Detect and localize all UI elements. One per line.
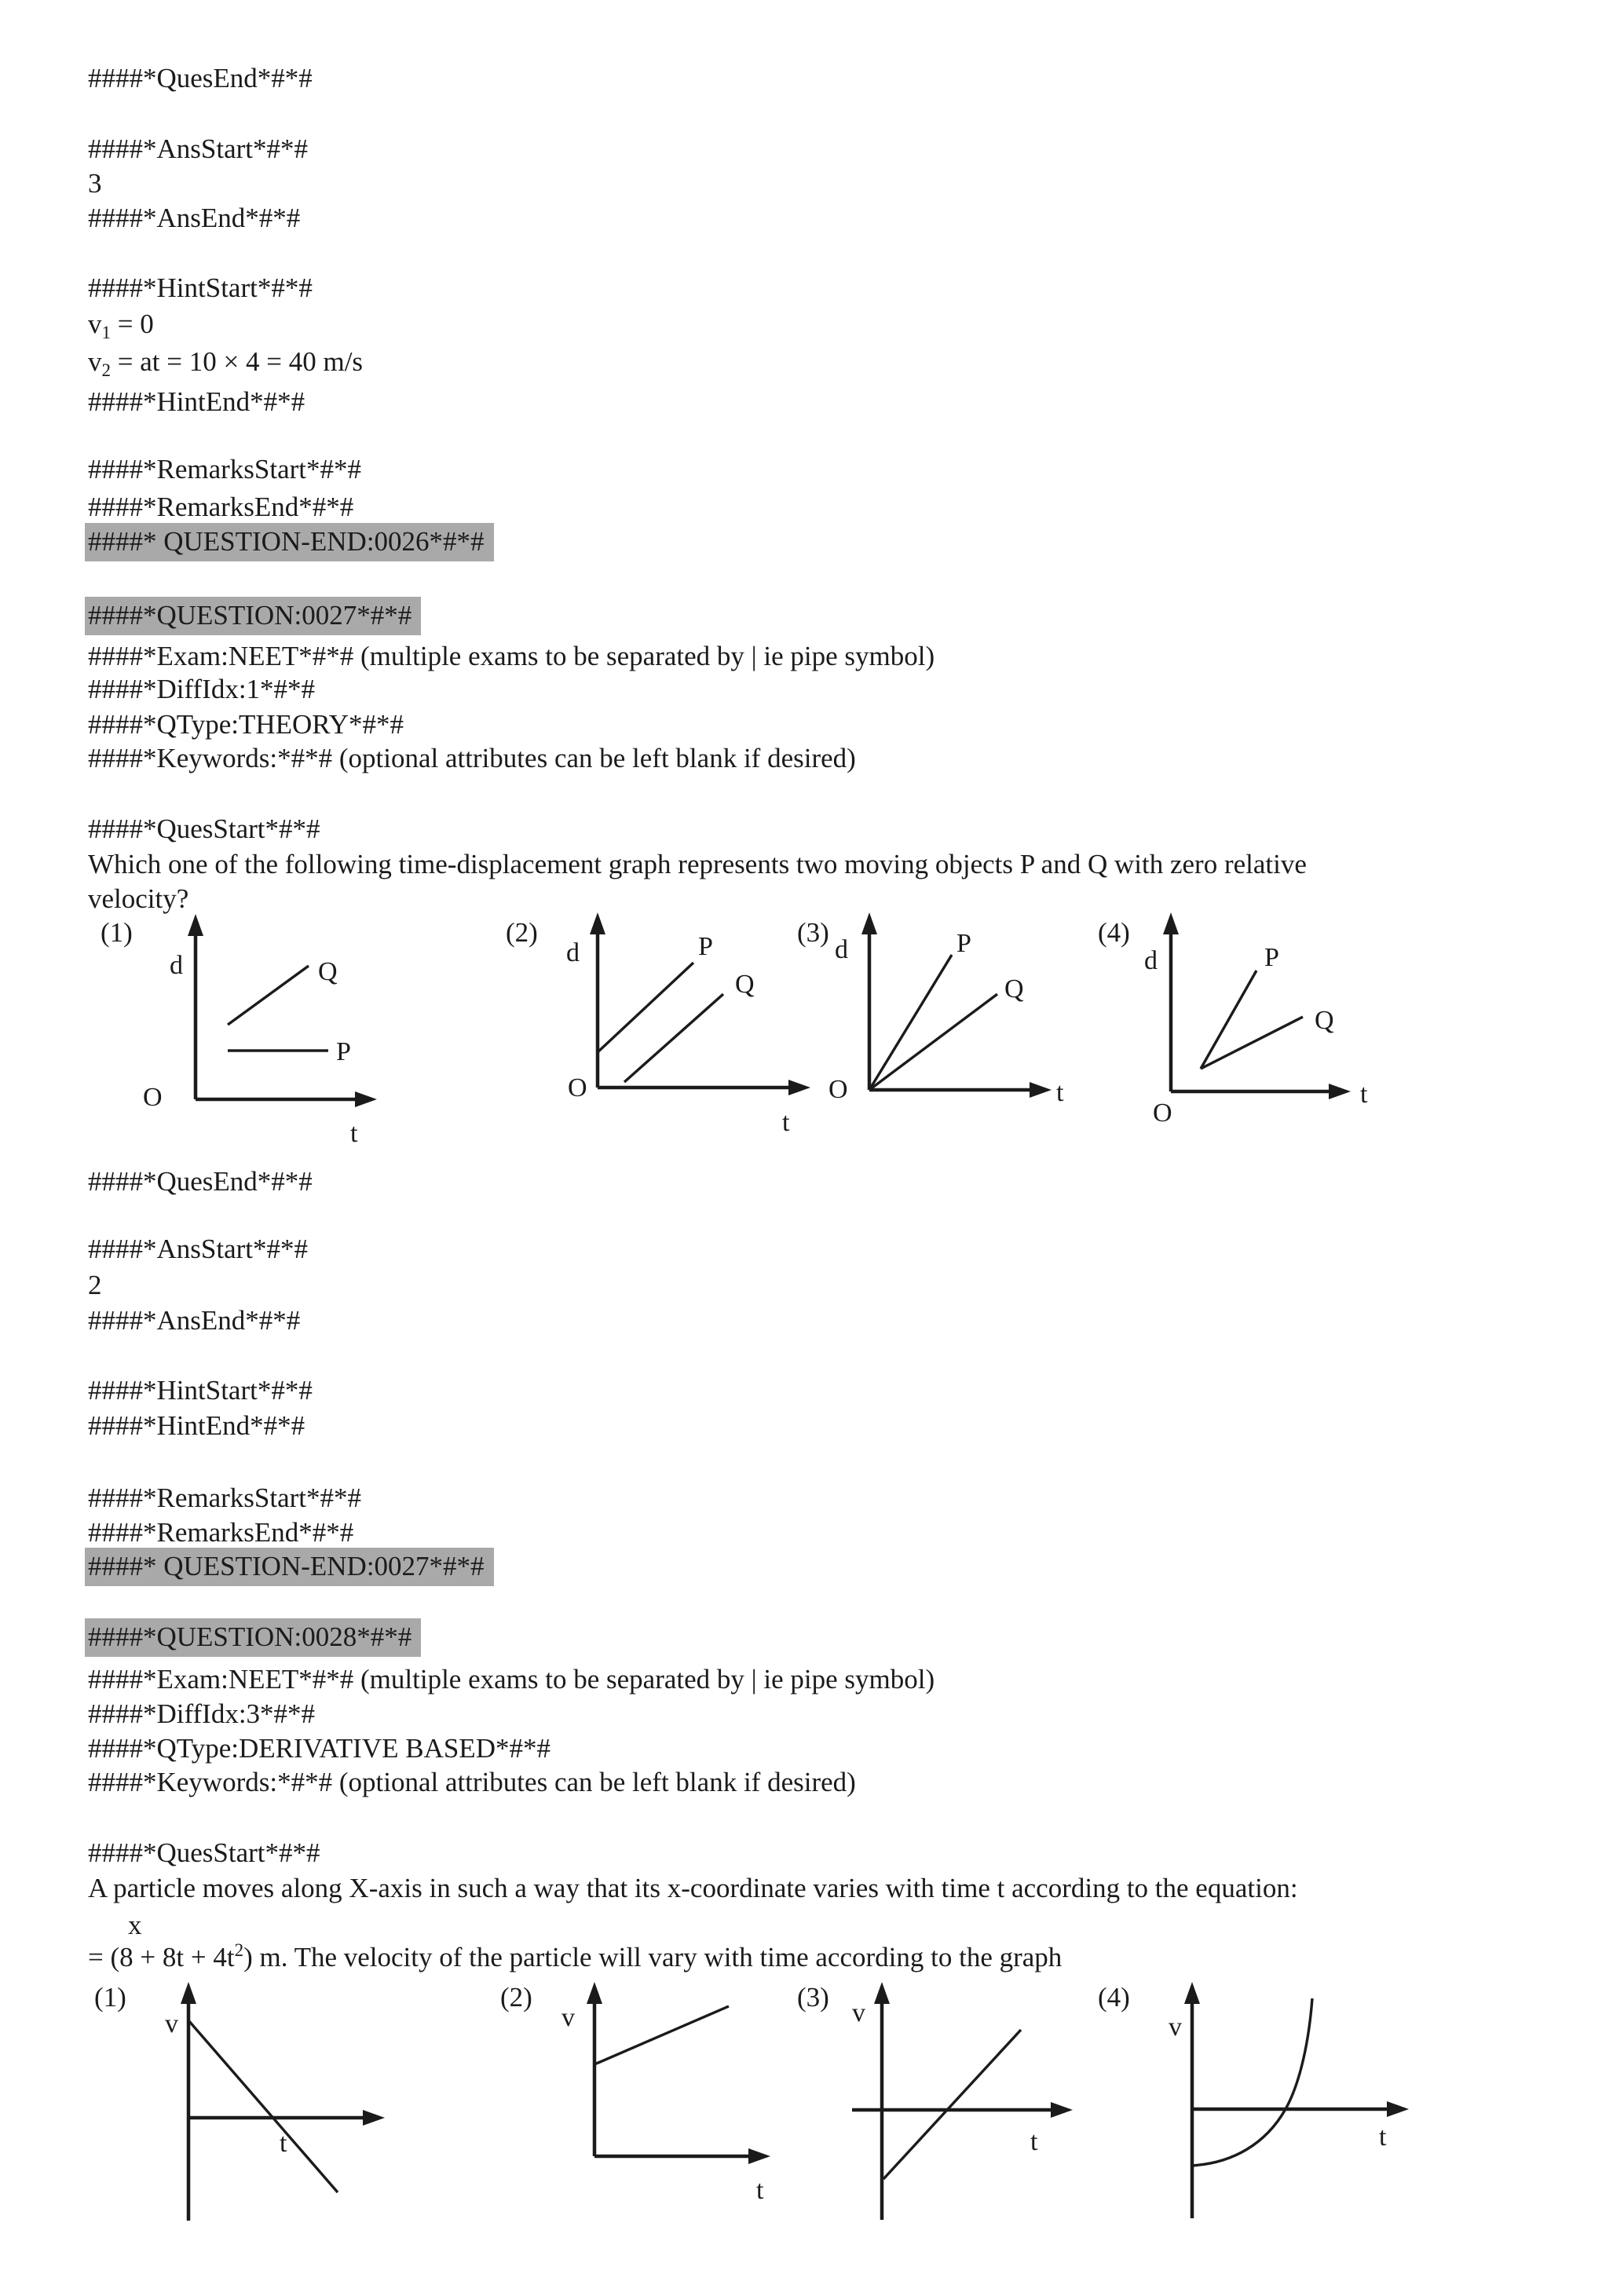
qtype-line: ####*QType:THEORY*#*#	[88, 709, 404, 740]
equation-text: ) m. The velocity of the particle will vary with time according to the graph	[243, 1942, 1063, 1972]
origin-label: O	[828, 1075, 848, 1104]
marker-hint-start: ####*HintStart*#*#	[88, 272, 313, 303]
axis-arrow-icon	[1030, 1082, 1052, 1098]
q28-option-graph-4	[1084, 1977, 1421, 2296]
marker-hint-end: ####*HintEnd*#*#	[88, 1410, 305, 1441]
marker-ques-end: ####*QuesEnd*#*#	[88, 63, 313, 93]
curve-q-label: Q	[318, 957, 338, 986]
q27-option-graph-2	[498, 911, 812, 1146]
displacement-time-graph-icon	[789, 911, 1072, 1146]
axis-arrow-icon	[355, 1091, 377, 1107]
hint-text: = at = 10 × 4 = 40 m/s	[111, 346, 364, 377]
x-axis-label: t	[1360, 1080, 1368, 1109]
y-axis-label: v	[852, 1998, 865, 2027]
option-label: (4)	[1098, 1982, 1130, 2013]
marker-ques-start: ####*QuesStart*#*#	[88, 1837, 320, 1868]
displacement-time-graph-icon	[498, 911, 812, 1146]
equation-x-symbol: x	[128, 1910, 142, 1940]
curve-v	[188, 2020, 338, 2192]
y-axis-label: d	[170, 951, 183, 980]
q28-option-graph-2	[491, 1977, 805, 2296]
marker-hint-start: ####*HintStart*#*#	[88, 1375, 313, 1406]
equation-superscript: 2	[234, 1940, 244, 1960]
curve-q	[228, 966, 309, 1025]
marker-remarks-start: ####*RemarksStart*#*#	[88, 1483, 362, 1513]
q27-option-graph-4	[1090, 911, 1388, 1146]
axis-arrow-icon	[363, 2110, 385, 2126]
question-text-line1: Which one of the following time-displacement graph represents two moving objects P and Q with zero relative	[88, 849, 1307, 879]
velocity-time-graph-icon	[785, 1977, 1099, 2296]
option-label: (3)	[797, 1982, 829, 2013]
marker-remarks-end: ####*RemarksEnd*#*#	[88, 1517, 354, 1548]
curve-p	[598, 963, 693, 1052]
marker-question-end-0026: ####* QUESTION-END:0026*#*#	[85, 523, 494, 561]
curve-p-label: P	[956, 929, 971, 958]
curve-q-label: Q	[735, 970, 755, 999]
x-axis-label: t	[280, 2129, 287, 2158]
origin-label: O	[1153, 1099, 1172, 1128]
option-label: (4)	[1098, 917, 1130, 948]
displacement-time-graph-icon	[1090, 911, 1388, 1146]
curve-q	[624, 994, 723, 1082]
axis-arrow-icon	[874, 1982, 890, 2004]
curve-p	[869, 955, 952, 1090]
marker-ques-end: ####*QuesEnd*#*#	[88, 1166, 313, 1197]
axis-arrow-icon	[861, 912, 877, 934]
curve-q-label: Q	[1315, 1006, 1334, 1035]
q28-option-graph-3	[785, 1977, 1099, 2296]
axis-arrow-icon	[748, 2148, 770, 2164]
q28-option-graph-1	[86, 1977, 393, 2296]
marker-ans-start: ####*AnsStart*#*#	[88, 133, 308, 164]
marker-question-0028: ####*QUESTION:0028*#*#	[85, 1618, 421, 1657]
question-equation-line	[88, 1940, 1062, 1972]
marker-hint-end: ####*HintEnd*#*#	[88, 386, 305, 417]
y-axis-label: v	[165, 2009, 178, 2038]
axis-arrow-icon	[188, 914, 203, 936]
origin-label: O	[143, 1083, 163, 1112]
marker-remarks-end: ####*RemarksEnd*#*#	[88, 492, 354, 522]
q27-option-graph-3	[789, 911, 1072, 1146]
curve-q	[869, 994, 997, 1090]
axis-arrow-icon	[1051, 2102, 1073, 2118]
option-label: (2)	[506, 917, 538, 948]
y-axis-label: d	[1144, 946, 1158, 975]
option-label: (3)	[797, 917, 829, 948]
exam-line: ####*Exam:NEET*#*# (multiple exams to be separated by | ie pipe symbol)	[88, 641, 935, 671]
x-axis-label: t	[1379, 2122, 1387, 2152]
hint-subscript: 2	[101, 360, 111, 380]
origin-label: O	[568, 1073, 587, 1102]
axis-arrow-icon	[1329, 1084, 1351, 1099]
qtype-line: ####*QType:DERIVATIVE BASED*#*#	[88, 1733, 550, 1764]
axis-arrow-icon	[587, 1982, 602, 2004]
axis-arrow-icon	[1387, 2101, 1409, 2117]
marker-remarks-start: ####*RemarksStart*#*#	[88, 454, 362, 484]
x-axis-label: t	[782, 1108, 790, 1137]
hint-line-v1	[88, 309, 154, 343]
diffidx-line: ####*DiffIdx:3*#*#	[88, 1698, 316, 1729]
option-label: (1)	[94, 1982, 126, 2013]
marker-ques-start: ####*QuesStart*#*#	[88, 813, 320, 844]
axis-arrow-icon	[590, 912, 605, 934]
hint-line-v2	[88, 346, 363, 381]
curve-p-label: P	[1264, 943, 1279, 972]
axis-arrow-icon	[181, 1982, 196, 2004]
curve-v	[1191, 1998, 1312, 2166]
hint-v-symbol: v	[88, 346, 102, 377]
velocity-time-graph-icon	[491, 1977, 805, 2296]
y-axis-label: v	[1169, 2013, 1182, 2042]
marker-question-0027: ####*QUESTION:0027*#*#	[85, 597, 421, 635]
keywords-line: ####*Keywords:*#*# (optional attributes can be left blank if desired)	[88, 1767, 856, 1797]
axis-arrow-icon	[1163, 912, 1179, 934]
curve-v	[594, 2006, 729, 2064]
x-axis-label: t	[1056, 1078, 1064, 1107]
hint-v-symbol: v	[88, 309, 102, 339]
marker-ans-start: ####*AnsStart*#*#	[88, 1234, 308, 1264]
answer-value: 3	[88, 168, 102, 199]
velocity-time-graph-icon	[86, 1977, 393, 2296]
y-axis-label: v	[561, 2003, 575, 2032]
x-axis-label: t	[350, 1119, 358, 1148]
marker-ans-end: ####*AnsEnd*#*#	[88, 1305, 301, 1336]
marker-question-end-0027: ####* QUESTION-END:0027*#*#	[85, 1548, 494, 1586]
option-label: (1)	[101, 917, 133, 948]
velocity-time-graph-icon	[1084, 1977, 1421, 2296]
marker-ans-end: ####*AnsEnd*#*#	[88, 203, 301, 233]
x-axis-label: t	[756, 2176, 764, 2205]
question-text-line2: velocity?	[88, 883, 189, 914]
hint-text: = 0	[111, 309, 154, 339]
option-label: (2)	[500, 1982, 532, 2013]
displacement-time-graph-icon	[93, 911, 391, 1146]
q27-option-graph-1	[93, 911, 391, 1146]
x-axis-label: t	[1030, 2127, 1038, 2156]
curve-p-label: P	[698, 932, 713, 961]
axis-arrow-icon	[1184, 1982, 1200, 2004]
curve-q-label: Q	[1004, 974, 1024, 1004]
hint-subscript: 1	[101, 323, 111, 342]
question-text-line1: A particle moves along X-axis in such a way that its x-coordinate varies with time t according to the equation:	[88, 1873, 1298, 1903]
y-axis-label: d	[566, 938, 580, 967]
answer-value: 2	[88, 1270, 102, 1300]
curve-p-label: P	[336, 1037, 351, 1066]
equation-text: = (8 + 8t + 4t	[88, 1942, 235, 1972]
keywords-line: ####*Keywords:*#*# (optional attributes can be left blank if desired)	[88, 743, 856, 773]
exam-line: ####*Exam:NEET*#*# (multiple exams to be separated by | ie pipe symbol)	[88, 1664, 935, 1695]
y-axis-label: d	[835, 935, 848, 964]
curve-v	[883, 2030, 1021, 2179]
diffidx-line: ####*DiffIdx:1*#*#	[88, 674, 316, 704]
